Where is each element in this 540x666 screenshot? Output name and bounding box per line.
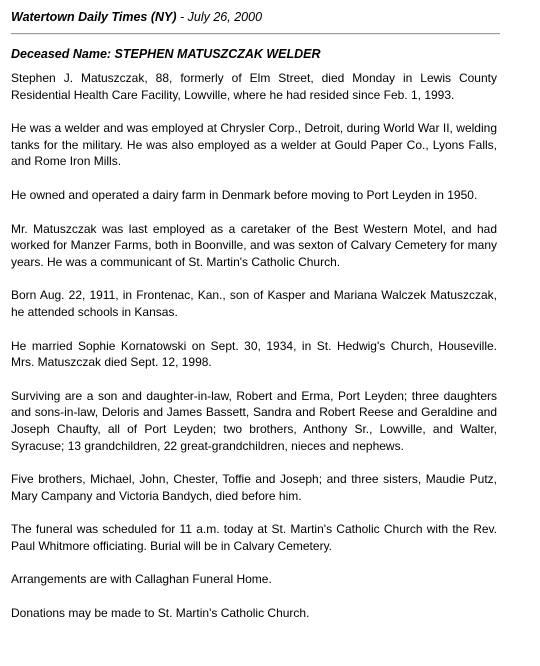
publication-header xyxy=(11,9,262,25)
paragraph-birth: Born Aug. 22, 1911, in Frontenac, Kan., son of Kasper and Mariana Walczek Matuszczak, he attended schools in Kansas. xyxy=(11,288,497,319)
paragraph-death-notice: Stephen J. Matuszczak, 88, formerly of Elm Street, died Monday in Lewis County Residential Health Care Facility, Lowville, where he had resided since Feb. 1, 1993. xyxy=(11,71,497,102)
publication-date: July 26, 2000 xyxy=(187,10,263,24)
deceased-heading xyxy=(11,46,321,62)
paragraph-predeceased: Five brothers, Michael, John, Chester, Toffie and Joseph; and three sisters, Maudie Putz, Mary Campany and Victoria Bandych, died before him. xyxy=(11,472,497,503)
deceased-name: STEPHEN MATUSZCZAK WELDER xyxy=(114,47,321,61)
paragraph-funeral: The funeral was scheduled for 11 a.m. today at St. Martin's Catholic Church with the Rev. Paul Whitmore officiating. Burial will be in Calvary Cemetery. xyxy=(11,522,497,553)
paragraph-dairy-farm: He owned and operated a dairy farm in Denmark before moving to Port Leyden in 1950. xyxy=(11,187,478,202)
paragraph-last-employment: Mr. Matuszczak was last employed as a caretaker of the Best Western Motel, and had worked for Manzer Farms, both in Boonville, and was sexton of Calvary Cemetery for many years. He was a communicant of St. Martin's Catholic Church. xyxy=(11,221,497,269)
header-divider xyxy=(11,33,500,35)
deceased-label: Deceased Name: xyxy=(11,47,115,61)
paragraph-donations: Donations may be made to St. Martin's Catholic Church. xyxy=(11,606,310,621)
paragraph-survivors: Surviving are a son and daughter-in-law, Robert and Erma, Port Leyden; three daughters and sons-in-law, Deloris and James Bassett, Sandra and Robert Reese and Geraldine and Joseph Chaufty, all of Port Leyden; two brothers, Anthony Sr., Lowville, and Walter, Syracuse; 13 grandchildren, 22 great-grandchildren, nieces and nephews. xyxy=(11,388,497,453)
obituary-body xyxy=(11,70,497,639)
paragraph-marriage: He married Sophie Kornatowski on Sept. 30, 1934, in St. Hedwig's Church, Houseville. Mrs. Matuszczak died Sept. 12, 1998. xyxy=(11,338,497,370)
publication-name: Watertown Daily Times (NY) xyxy=(11,10,177,24)
paragraph-arrangements: Arrangements are with Callaghan Funeral Home. xyxy=(11,572,272,587)
paragraph-employment: He was a welder and was employed at Chrysler Corp., Detroit, during World War II, welding tanks for the military. He was also employed as a welder at Gould Paper Co., Lyons Falls, and Rome Iron Mills. xyxy=(11,121,497,169)
header-separator: - xyxy=(176,10,188,24)
